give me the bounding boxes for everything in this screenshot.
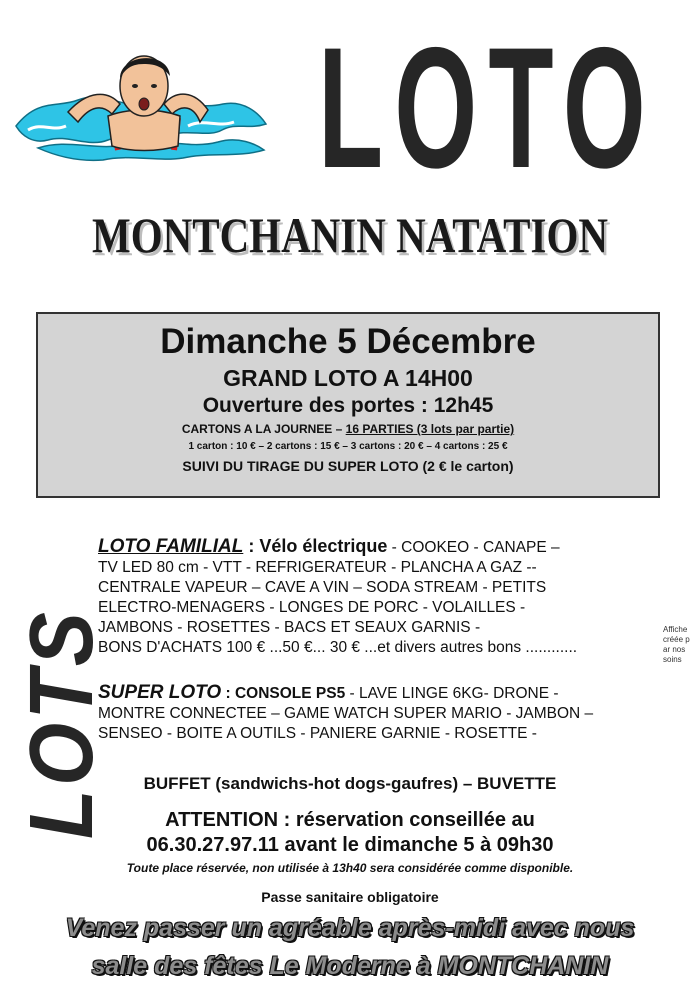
cartons-parties: 16 PARTIES (3 lots par partie) bbox=[345, 422, 515, 436]
cartons-prefix: CARTONS A LA JOURNEE – bbox=[181, 422, 346, 436]
attention-line: ATTENTION : réservation conseillée au bbox=[165, 809, 535, 831]
event-info-box bbox=[36, 312, 660, 498]
phone-line: 06.30.27.97.11 avant le dimanche 5 à 09h30 bbox=[146, 834, 554, 856]
super-sep: : bbox=[221, 685, 235, 702]
familial-line: ELECTRO-MENAGERS - LONGES DE PORC - VOLAILLES - bbox=[98, 599, 526, 616]
grand-loto-time: GRAND LOTO A 14H00 bbox=[223, 365, 473, 391]
familial-sep: : bbox=[243, 536, 260, 556]
super-main-prize: CONSOLE PS5 bbox=[234, 685, 346, 702]
carton-prices: 1 carton : 10 € – 2 cartons : 15 € – 3 cartons : 20 € – 4 cartons : 25 € bbox=[188, 441, 508, 452]
cartons-info bbox=[38, 420, 658, 438]
familial-line: BONS D'ACHATS 100 € ...50 €... 30 € ...et divers autres bons ............ bbox=[98, 639, 578, 656]
sanitary-pass-line: Passe sanitaire obligatoire bbox=[261, 889, 439, 905]
super-loto-prizes bbox=[98, 683, 650, 744]
buffet-info: BUFFET (sandwichs-hot dogs-gaufres) – BUVETTE bbox=[143, 774, 557, 793]
familial-heading: LOTO FAMILIAL bbox=[98, 536, 244, 557]
familial-line: TV LED 80 cm - VTT - REFRIGERATEUR - PLANCHA A GAZ -- bbox=[98, 559, 537, 576]
super-first-line bbox=[98, 683, 650, 704]
familial-line: JAMBONS - ROSETTES - BACS ET SEAUX GARNIS - bbox=[98, 619, 481, 636]
club-name: MONTCHANIN NATATION bbox=[92, 207, 608, 263]
super-heading: SUPER LOTO bbox=[98, 682, 222, 703]
super-first-line-rest: - LAVE LINGE 6KG- DRONE - bbox=[345, 685, 559, 702]
event-date: Dimanche 5 Décembre bbox=[160, 322, 536, 361]
super-loto-draw: SUIVI DU TIRAGE DU SUPER LOTO (2 € le carton) bbox=[182, 458, 514, 474]
familial-first-line bbox=[98, 536, 650, 558]
side-note: Affiche créée par nos soins bbox=[663, 625, 690, 664]
super-line: MONTRE CONNECTEE – GAME WATCH SUPER MARIO - JAMBON – bbox=[98, 705, 594, 722]
loto-familial-prizes bbox=[98, 536, 650, 658]
familial-first-line-rest: - COOKEO - CANAPE – bbox=[387, 539, 560, 556]
invitation-line-1: Venez passer un agréable après-midi avec nous bbox=[65, 914, 635, 942]
doors-opening: Ouverture des portes : 12h45 bbox=[202, 394, 494, 417]
lots-vertical-label: LOTS bbox=[12, 608, 112, 839]
super-line: SENSEO - BOITE A OUTILS - PANIERE GARNIE - ROSETTE - bbox=[98, 725, 537, 742]
familial-main-prize: Vélo électrique bbox=[259, 536, 388, 556]
invitation-line-2: salle des fêtes Le Moderne à MONTCHANIN bbox=[91, 952, 609, 980]
swimmer-illustration bbox=[8, 38, 270, 162]
reservation-note: Toute place réservée, non utilisée à 13h40 sera considérée comme disponible. bbox=[126, 861, 574, 875]
familial-line: CENTRALE VAPEUR – CAVE A VIN – SODA STREAM - PETITS bbox=[98, 579, 547, 596]
loto-title: LOTO bbox=[318, 12, 657, 204]
